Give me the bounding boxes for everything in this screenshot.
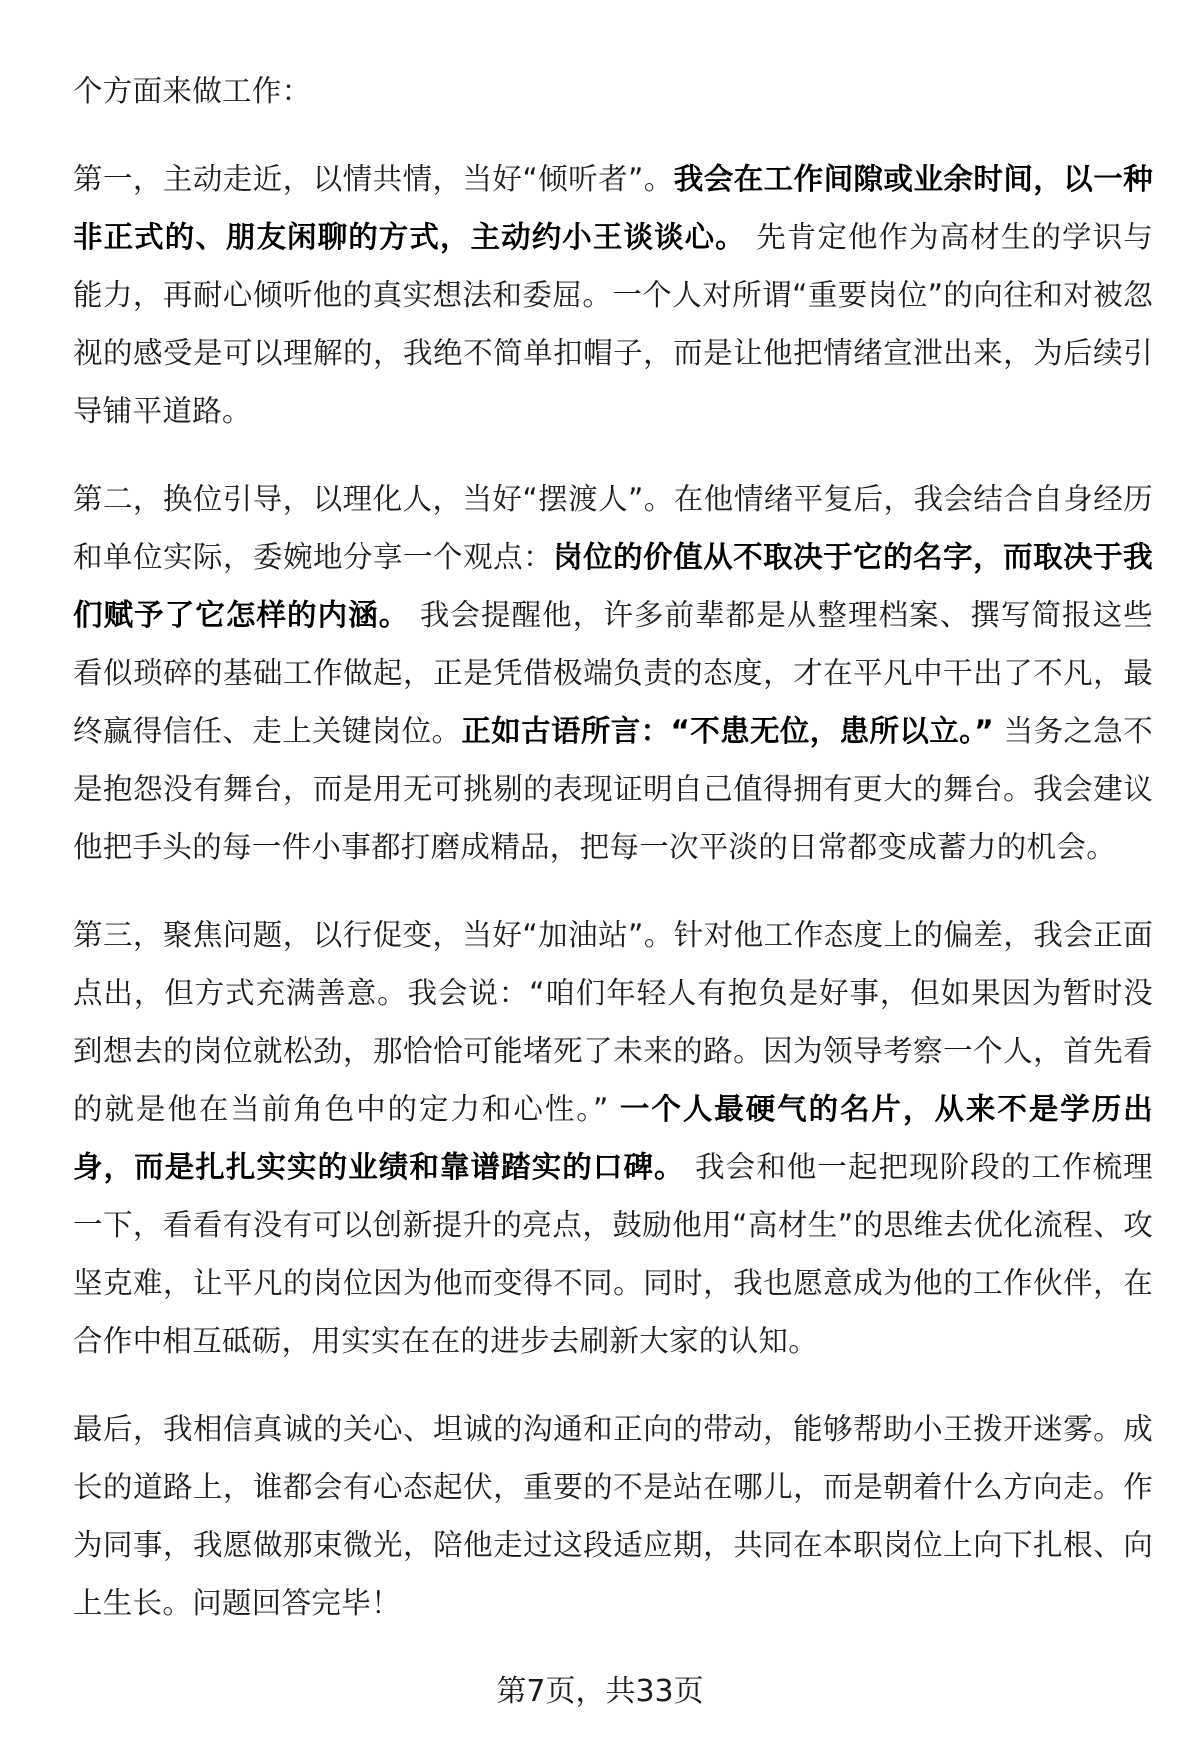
paragraph-first-body: 先肯定他作为高材生的学识与能力，再耐心倾听他的真实想法和委屈。一个人对所谓“重要岗位”的向往和对被忽视的感受是可以理解的，我绝不简单扣帽子，而是让他把情绪宣泄出来，为后续引导铺平道路。 xyxy=(73,220,1154,428)
paragraph-second-emphasis: 岗位的价值从不取决于它的名字，而取决于我们赋予了它怎样的内涵。 xyxy=(73,540,1153,632)
paragraph-third xyxy=(73,906,1153,1370)
paragraph-second xyxy=(73,470,1153,876)
paragraph-first xyxy=(73,150,1153,440)
page-number: 第7页，共33页 xyxy=(496,1674,704,1709)
paragraph-first-emphasis: 我会在工作间隙或业余时间，以一种非正式的、朋友闲聊的方式，主动约小王谈谈心。 xyxy=(73,162,1153,254)
document-body xyxy=(73,62,1153,1662)
paragraph-first-lead: 第一，主动走近，以情共情，当好“倾听者”。 xyxy=(73,162,674,196)
paragraph-third-lead: 第三，聚焦问题，以行促变，当好“加油站”。针对他工作态度上的偏差，我会正面点出，但方式充满善意。我会说：“咱们年轻人有抱负是好事，但如果因为暂时没到想去的岗位就松劲，那恰恰可能堵死了未来的路。因为领导考察一个人，首先看的就是他在当前角色中的定力和心性。” xyxy=(73,918,1153,1126)
paragraph-second-quote: 正如古语所言：“不患无位，患所以立。” xyxy=(461,714,994,748)
paragraph-second-body: 我会提醒他，许多前辈都是从整理档案、撰写简报这些看似琐碎的基础工作做起，正是凭借极端负责的态度，才在平凡中干出了不凡，最终赢得信任、走上关键岗位。 xyxy=(73,598,1153,748)
paragraph-second-lead: 第二，换位引导，以理化人，当好“摆渡人”。在他情绪平复后，我会结合自身经历和单位实际，委婉地分享一个观点： xyxy=(73,482,1153,574)
intro-paragraph: 个方面来做工作： xyxy=(73,74,312,108)
paragraph-second-tail: 当务之急不是抱怨没有舞台，而是用无可挑剔的表现证明自己值得拥有更大的舞台。我会建议他把手头的每一件小事都打磨成精品，把每一次平淡的日常都变成蓄力的机会。 xyxy=(73,714,1153,864)
paragraph-third-emphasis: 一个人最硬气的名片，从来不是学历出身，而是扎扎实实的业绩和靠谱踏实的口碑。 xyxy=(73,1092,1153,1184)
closing-paragraph: 最后，我相信真诚的关心、坦诚的沟通和正向的带动，能够帮助小王拨开迷雾。成长的道路上，谁都会有心态起伏，重要的不是站在哪儿，而是朝着什么方向走。作为同事，我愿做那束微光，陪他走过这段适应期，共同在本职岗位上向下扎根、向上生长。问题回答完毕！ xyxy=(73,1412,1153,1620)
paragraph-third-body: 我会和他一起把现阶段的工作梳理一下，看看有没有可以创新提升的亮点，鼓励他用“高材生”的思维去优化流程、攻坚克难，让平凡的岗位因为他而变得不同。同时，我也愿意成为他的工作伙伴，在合作中相互砥砺，用实实在在的进步去刷新大家的认知。 xyxy=(73,1150,1153,1358)
